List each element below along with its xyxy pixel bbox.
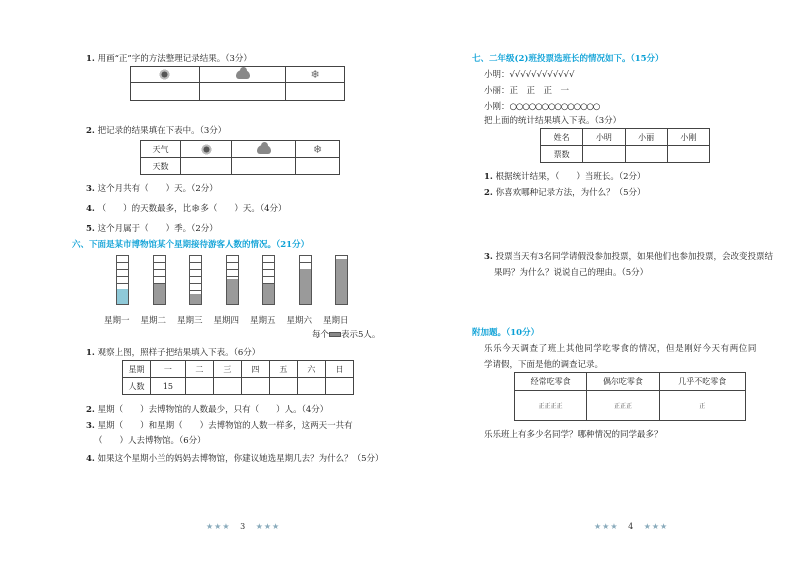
days-input[interactable] (232, 158, 296, 175)
right-q3-line2: 果吗？为什么？说说自己的理由。（5分） (494, 268, 649, 278)
star-decor: ★★★ (255, 522, 281, 531)
question-number: 4. (86, 204, 95, 214)
chart-bar-fill (117, 289, 128, 304)
table-label: 天数 (141, 158, 181, 175)
table-header: 三 (213, 361, 241, 378)
table-header: 小丽 (625, 129, 667, 146)
table-label: 人数 (123, 378, 151, 395)
bonus-text-2: 学请假，下面是他的调查记录。 (484, 360, 604, 370)
visitor-count-cell[interactable] (241, 378, 269, 395)
left-q6-4 (86, 452, 384, 464)
question-number: 3. (86, 421, 95, 431)
left-q2 (86, 124, 226, 136)
question-text: 如果这个星期小兰的妈妈去博物馆，你建议她选星期几去？为什么？（5分） (97, 454, 384, 464)
question-number: 1. (484, 172, 493, 182)
weather-record-table (130, 66, 345, 101)
question-text: 观察上图，照样子把结果填入下表。（6分） (97, 348, 261, 358)
legend-text: 每个 (312, 330, 330, 340)
left-q6-2 (86, 403, 328, 415)
legend-text: 表示5人。 (341, 330, 381, 340)
question-number: 3. (484, 252, 493, 262)
vote-instruction: 把上面的统计结果填入下表。（3分） (484, 116, 622, 126)
page-footer-right (594, 522, 668, 531)
record-input[interactable] (199, 83, 285, 101)
visitor-count-table (122, 360, 354, 395)
left-q6-3-line2: （ ）人去博物馆。（6分） (94, 436, 206, 446)
star-decor: ★★★ (643, 522, 669, 531)
chart-bar (299, 255, 312, 305)
visitor-count-cell[interactable] (297, 378, 325, 395)
table-header: 五 (269, 361, 297, 378)
visitor-count-cell[interactable] (185, 378, 213, 395)
chart-day-label: 星期三 (177, 316, 203, 326)
votes-input[interactable] (667, 146, 709, 163)
vote-marks: √√√√√√√√√√√√ (509, 70, 575, 80)
question-number: 2. (484, 188, 493, 198)
table-header: 偶尔吃零食 (587, 373, 659, 391)
question-number: 5. (86, 224, 95, 234)
bonus-question: 乐乐班上有多少名同学？哪种情况的同学最多？ (484, 430, 663, 440)
record-cell-sun (131, 67, 200, 83)
table-label: 天气 (141, 141, 181, 158)
right-q1 (484, 170, 646, 182)
table-header: 二 (185, 361, 213, 378)
tally-marks: 正正正正 (538, 403, 563, 410)
chart-bar (262, 255, 275, 305)
table-header: 日 (325, 361, 353, 378)
chart-bar (189, 255, 202, 305)
vote-name: 小明： (484, 70, 510, 80)
star-decor: ★★★ (594, 522, 619, 531)
vote-name: 小刚： (484, 102, 510, 112)
chart-bar-fill (300, 269, 311, 304)
chart-bar (335, 255, 348, 305)
question-text: 这个月共有（ ）天。（2分） (97, 184, 218, 194)
right-q3 (484, 250, 773, 262)
votes-input[interactable] (583, 146, 625, 163)
chart-day-label: 星期一 (104, 316, 130, 326)
table-header: 六 (297, 361, 325, 378)
page-number: 4 (628, 522, 635, 531)
vote-marks: ○○○○○○○○○○○○○○ (509, 102, 600, 112)
table-header: 四 (241, 361, 269, 378)
question-number: 1. (86, 54, 95, 64)
table-header: 姓名 (541, 129, 583, 146)
star-decor: ★★★ (206, 522, 231, 531)
days-input[interactable] (296, 158, 340, 175)
visitor-count-cell: 15 (151, 378, 186, 395)
left-q5 (86, 222, 218, 234)
vote-xiaoming (484, 68, 575, 80)
chart-legend (312, 328, 380, 340)
sun-icon (159, 69, 170, 80)
chart-bar (226, 255, 239, 305)
table-header: 几乎不吃零食 (659, 373, 745, 391)
chart-day-label: 星期六 (286, 316, 313, 326)
page-number: 3 (240, 522, 247, 531)
left-q4 (86, 202, 286, 214)
question-text: 这个月属于（ ）季。（2分） (97, 224, 218, 234)
question-text: 投票当天有3名同学请假没参加投票，如果他们也参加投票，会改变投票结 (495, 252, 773, 262)
question-text: 星期（ ）去博物馆的人数最少，只有（ ）人。（4分） (97, 405, 329, 415)
cloud-icon (257, 145, 271, 154)
chart-bar-fill (227, 279, 238, 304)
tally-marks: 正 (699, 403, 706, 410)
section-7-title: 七、二年级(2)班投票选班长的情况如下。（15分） (472, 54, 664, 64)
snowflake-icon: ❄ (191, 202, 201, 215)
chart-bar-fill (154, 284, 165, 304)
question-text: 星期（ ）和星期（ ）去博物馆的人数一样多，这两天一共有 (97, 421, 353, 431)
tally-marks: 正正正 (613, 403, 632, 410)
chart-bar-fill (336, 259, 347, 304)
right-q2 (484, 186, 646, 198)
chart-day-label: 星期五 (250, 316, 276, 326)
left-q1 (86, 52, 252, 64)
vote-xiaogang (484, 100, 599, 112)
bonus-text-1: 乐乐今天调查了班上其他同学吃零食的情况，但是刚好今天有两位同 (484, 344, 758, 354)
question-text: 把记录的结果填在下表中。（3分） (97, 126, 227, 136)
record-cell-cloud (199, 67, 285, 83)
record-input[interactable] (131, 83, 200, 101)
question-number: 4. (86, 454, 95, 464)
vote-result-table (540, 128, 710, 163)
bonus-title: 附加题。（10分） (472, 328, 540, 338)
weather-summary-table (140, 140, 340, 175)
legend-unit-icon (329, 332, 341, 337)
snowflake-icon: ❄ (310, 68, 320, 81)
vote-xiaoli (484, 84, 569, 96)
table-header: 小明 (583, 129, 625, 146)
chart-bar (116, 255, 129, 305)
snowflake-icon: ❄ (313, 142, 323, 156)
question-number: 2. (86, 126, 95, 136)
chart-day-label: 星期二 (140, 316, 167, 326)
chart-day-label: 星期四 (213, 316, 240, 326)
question-text: 根据统计结果，（ ）当班长。（2分） (495, 172, 646, 182)
sun-icon (201, 144, 212, 155)
left-q3 (86, 182, 218, 194)
table-header: 一 (151, 361, 186, 378)
question-number: 2. (86, 405, 95, 415)
visitor-bar-chart (100, 250, 380, 330)
visitor-count-cell[interactable] (325, 378, 353, 395)
visitor-count-cell[interactable] (213, 378, 241, 395)
page-footer-left (206, 522, 280, 531)
question-text: 多（ ）天。（4分） (200, 204, 287, 214)
record-cell-snow (286, 67, 345, 83)
question-number: 1. (86, 348, 95, 358)
section-6-title: 六、下面是某市博物馆某个星期接待游客人数的情况。（21分） (72, 240, 310, 250)
snack-survey-table (514, 372, 746, 421)
left-q6-3 (86, 419, 353, 431)
question-text: （ ）的天数最多，比 (97, 204, 192, 214)
chart-bar-fill (263, 284, 274, 304)
cloud-icon (236, 70, 250, 79)
chart-bar-fill (190, 294, 201, 304)
visitor-count-cell[interactable] (269, 378, 297, 395)
record-input[interactable] (286, 83, 345, 101)
question-text: 你喜欢哪种记录方法，为什么？（5分） (495, 188, 646, 198)
chart-day-label: 星期日 (323, 316, 349, 326)
question-number: 3. (86, 184, 95, 194)
left-q6-1 (86, 346, 260, 358)
days-input[interactable] (181, 158, 232, 175)
table-header: 小刚 (667, 129, 709, 146)
vote-name: 小丽： (484, 86, 510, 96)
vote-marks: 正 正 正 一 (509, 86, 570, 96)
chart-bar (153, 255, 166, 305)
question-text: 用画“正”字的方法整理记录结果。（3分） (97, 54, 252, 64)
table-label: 票数 (541, 146, 583, 163)
votes-input[interactable] (625, 146, 667, 163)
table-label: 星期 (123, 361, 151, 378)
table-header: 经常吃零食 (515, 373, 587, 391)
